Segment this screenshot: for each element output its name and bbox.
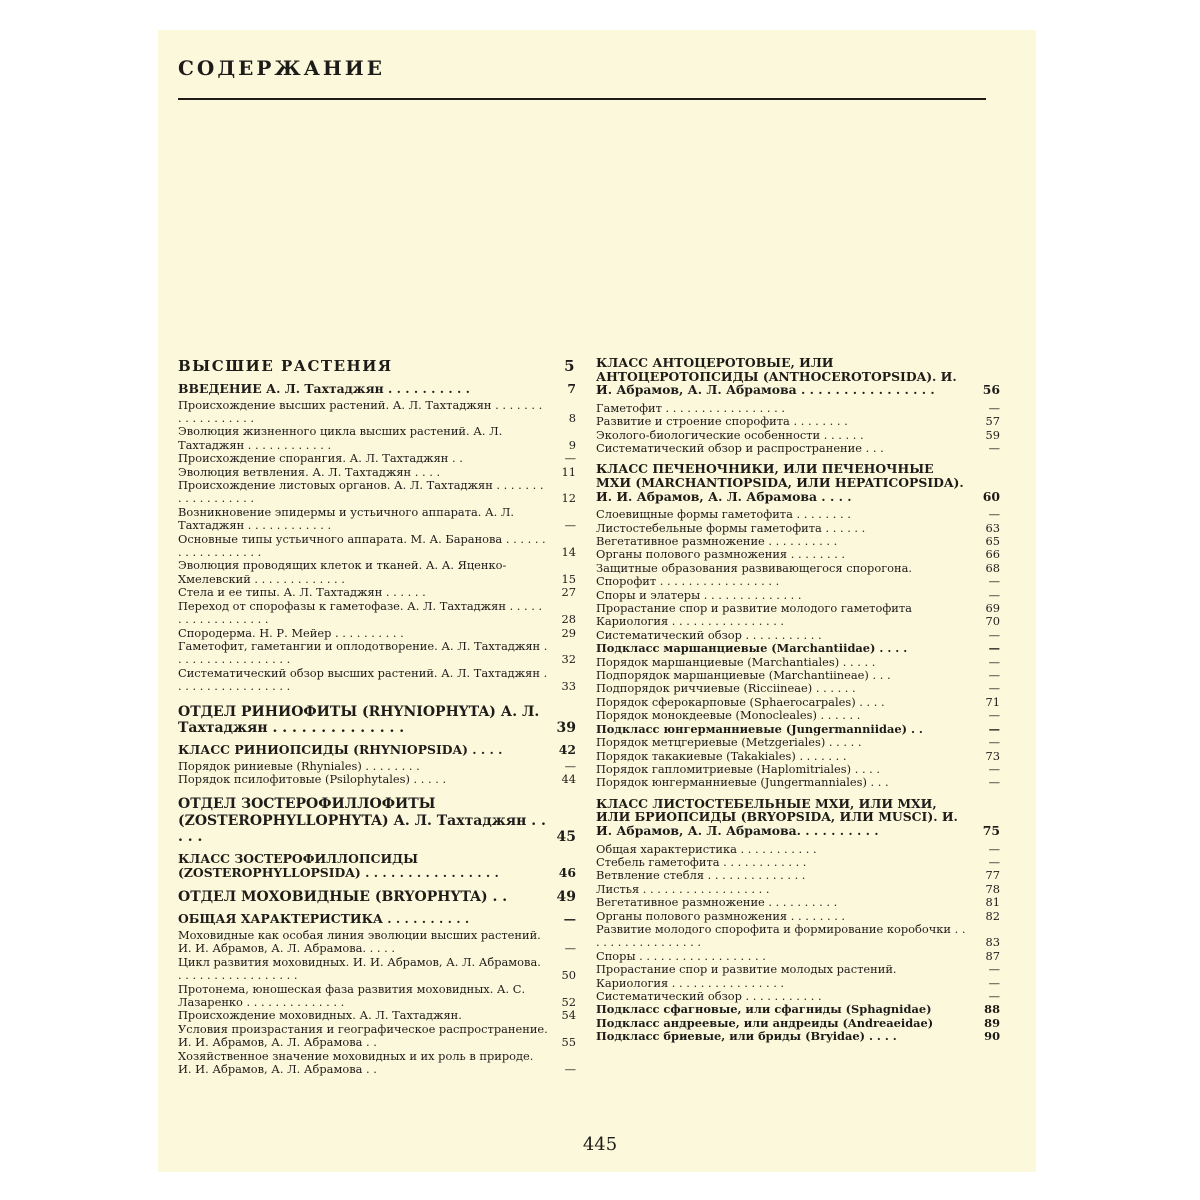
toc-entry-page: 66 xyxy=(985,547,1000,562)
toc-entry-title: Подкласс юнгерманниевые (Jungermanniidae) . . xyxy=(596,721,923,736)
toc-entry-page: 52 xyxy=(561,994,576,1009)
toc-entry xyxy=(596,615,1000,628)
toc-entry-title: Подпорядок риччиевые (Ricciineae) . . . . . . xyxy=(596,681,856,696)
toc-entry xyxy=(178,1009,576,1022)
toc-entry-title: Порядок риниевые (Rhyniales) . . . . . . . . xyxy=(178,758,420,773)
toc-entry xyxy=(596,950,1000,963)
toc-entry-page: 5 xyxy=(564,357,576,375)
toc-entry-page: — xyxy=(988,775,1000,790)
toc-entry-title: КЛАСС ЗОСТЕРОФИЛЛОПСИДЫ (ZOSTEROPHYLLOPSIDA) . . . . . . . . . . . . . . . . xyxy=(178,850,499,880)
toc-entry-page: — xyxy=(988,400,1000,415)
toc-entry-page: 46 xyxy=(558,864,576,880)
toc-entry xyxy=(596,462,1000,503)
toc-entry-page: 71 xyxy=(985,694,1000,709)
toc-entry-page: — xyxy=(988,735,1000,750)
toc-entry xyxy=(596,709,1000,722)
toc-entry xyxy=(178,399,576,426)
toc-entry-title: Условия произрастания и географическое распространение. И. И. Абрамов, А. Л. Абрамова . . xyxy=(178,1021,548,1050)
toc-entry xyxy=(596,750,1000,763)
toc-entry-page: — xyxy=(988,587,1000,602)
toc-entry-title: Подкласс андреевые, или андреиды (Andreaeidae) xyxy=(596,1015,934,1030)
toc-entry xyxy=(596,415,1000,428)
toc-entry xyxy=(178,586,576,599)
toc-entry-title: Моховидные как особая линия эволюции высших растений. И. И. Абрамов, А. Л. Абрамова. . . . . xyxy=(178,927,541,956)
toc-entry xyxy=(178,466,576,479)
toc-entry xyxy=(178,667,576,694)
toc-entry-title: Подкласс бриевые, или бриды (Bryidae) . . . . xyxy=(596,1029,897,1044)
toc-entry-page: — xyxy=(988,668,1000,683)
toc-entry xyxy=(596,429,1000,442)
toc-entry-title: Протонема, юношеская фаза развития моховидных. А. С. Лазаренко . . . . . . . . . . . . . . xyxy=(178,981,526,1009)
toc-entry-page: 45 xyxy=(556,828,576,845)
toc-entry xyxy=(596,843,1000,856)
toc-entry-page: — xyxy=(988,641,1000,656)
toc-entry-page: — xyxy=(988,854,1000,869)
toc-entry-page: 33 xyxy=(561,679,576,694)
toc-entry-page: 15 xyxy=(561,571,576,586)
toc-entry xyxy=(178,773,576,786)
toc-entry-title: Порядок псилофитовые (Psilophytales) . . . . . xyxy=(178,771,447,786)
toc-entry-title: Порядок такакиевые (Takakiales) . . . . . . . xyxy=(596,748,847,763)
toc-entry xyxy=(178,889,576,905)
title-rule xyxy=(178,98,986,100)
toc-entry-page: 70 xyxy=(985,614,1000,629)
toc-entry xyxy=(596,548,1000,561)
toc-entry-title: Общая характеристика . . . . . . . . . . . xyxy=(596,841,817,856)
toc-entry-title: Порядок юнгерманниевые (Jungermanniales) . . . xyxy=(596,775,889,790)
toc-entry-page: 78 xyxy=(985,881,1000,896)
toc-entry-page: — xyxy=(988,507,1000,522)
toc-entry xyxy=(178,704,576,736)
toc-entry-page: — xyxy=(988,988,1000,1003)
toc-entry xyxy=(596,990,1000,1003)
toc-entry-title: Цикл развития моховидных. И. И. Абрамов, А. Л. Абрамова. . . . . . . . . . . . . . . . . . xyxy=(178,954,541,983)
toc-entry-page: 83 xyxy=(985,935,1000,950)
toc-entry-page: 82 xyxy=(985,908,1000,923)
toc-entry-page: 68 xyxy=(985,560,1000,575)
toc-entry-title: Эколого-биологические особенности . . . . . . xyxy=(596,427,864,442)
toc-entry-page: 55 xyxy=(561,1035,576,1050)
toc-entry-page: 87 xyxy=(985,948,1000,963)
toc-entry-page: 50 xyxy=(561,968,576,983)
toc-entry-title: Стебель гаметофита . . . . . . . . . . . . xyxy=(596,854,807,869)
toc-entry-page: — xyxy=(563,911,576,927)
toc-entry-page: 60 xyxy=(982,488,1000,504)
toc-entry xyxy=(178,743,576,757)
toc-entry-title: Стела и ее типы. А. Л. Тахтаджян . . . . . . xyxy=(178,585,426,600)
toc-entry-page: — xyxy=(988,761,1000,776)
toc-entry-page: 77 xyxy=(985,868,1000,883)
toc-entry xyxy=(596,723,1000,736)
toc-entry-title: Порядок монокдеевые (Monocleales) . . . . . . xyxy=(596,708,861,723)
toc-entry-title: Происхождение листовых органов. А. Л. Тахтаджян . . . . . . . . . . . . . . . . . . xyxy=(178,478,544,506)
toc-entry-page: 44 xyxy=(561,771,576,786)
toc-entry xyxy=(178,929,576,956)
toc-entry-page: — xyxy=(988,962,1000,977)
toc-entry-page: 59 xyxy=(985,427,1000,442)
toc-right-column xyxy=(596,356,1000,1044)
toc-entry-title: Подкласс маршанциевые (Marchantiidae) . . . . xyxy=(596,641,908,656)
toc-entry-page: 12 xyxy=(561,491,576,506)
toc-entry-title: Прорастание спор и развитие молодых растений. xyxy=(596,962,897,977)
toc-entry-page: — xyxy=(988,975,1000,990)
toc-entry-page: — xyxy=(564,451,576,466)
page-title: СОДЕРЖАНИЕ xyxy=(178,56,385,80)
toc-entry-page: — xyxy=(564,941,576,956)
toc-entry xyxy=(596,923,1000,950)
toc-entry-title: Систематический обзор . . . . . . . . . . . xyxy=(596,988,822,1003)
toc-entry-title: Ветвление стебля . . . . . . . . . . . . . . xyxy=(596,868,806,883)
toc-entry-page: — xyxy=(988,841,1000,856)
toc-entry-title: Происхождение высших растений. А. Л. Тахтаджян . . . . . . . . . . . . . . . . . . xyxy=(178,397,543,425)
toc-entry xyxy=(596,856,1000,869)
toc-entry-page: — xyxy=(988,708,1000,723)
toc-entry-page: 69 xyxy=(985,601,1000,616)
toc-entry-page: 90 xyxy=(984,1029,1000,1044)
toc-entry xyxy=(596,910,1000,923)
toc-entry xyxy=(596,562,1000,575)
toc-entry-title: Кариология . . . . . . . . . . . . . . . . xyxy=(596,614,785,629)
toc-entry-title: Подкласс сфагновые, или сфагниды (Sphagnidae) xyxy=(596,1002,932,1017)
toc-entry xyxy=(178,600,576,627)
toc-entry-title: Происхождение моховидных. А. Л. Тахтаджян. xyxy=(178,1008,462,1023)
toc-entry-title: Гаметофит, гаметангии и оплодотворение. А. Л. Тахтаджян . . . . . . . . . . . . . . . . . xyxy=(178,638,548,667)
toc-entry xyxy=(596,402,1000,415)
toc-entry-page: 14 xyxy=(561,545,576,560)
toc-entry-page: 32 xyxy=(561,652,576,667)
toc-entry-title: Споры и элатеры . . . . . . . . . . . . . . xyxy=(596,587,802,602)
toc-entry xyxy=(596,1003,1000,1016)
toc-entry-title: Эволюция ветвления. А. Л. Тахтаджян . . . . xyxy=(178,464,441,479)
toc-entry-page: 75 xyxy=(982,822,1000,838)
toc-entry-page: 89 xyxy=(984,1015,1000,1030)
toc-entry-title: Листостебельные формы гаметофита . . . . . . xyxy=(596,520,866,535)
toc-entry xyxy=(596,977,1000,990)
toc-entry-title: Порядок сферокарповые (Sphaerocarpales) . . . . xyxy=(596,694,885,709)
toc-entry xyxy=(596,575,1000,588)
page-number: 445 xyxy=(582,1134,618,1155)
toc-entry-title: Основные типы устьичного аппарата. М. А. Баранова . . . . . . . . . . . . . . . . . . xyxy=(178,531,546,560)
toc-entry-title: Спородерма. Н. Р. Мейер . . . . . . . . . . xyxy=(178,625,404,640)
toc-entry xyxy=(596,522,1000,535)
toc-entry-page: — xyxy=(988,654,1000,669)
toc-entry-title: Кариология . . . . . . . . . . . . . . . . xyxy=(596,975,785,990)
toc-entry xyxy=(596,1017,1000,1030)
toc-entry-page: 88 xyxy=(984,1002,1000,1017)
toc-entry xyxy=(178,852,576,879)
toc-entry xyxy=(178,912,576,926)
toc-entry-page: — xyxy=(988,721,1000,736)
toc-entry xyxy=(596,589,1000,602)
toc-entry-page: 11 xyxy=(561,464,576,479)
toc-entry-title: Вегетативное размножение . . . . . . . . . . xyxy=(596,895,838,910)
toc-entry-title: Подпорядок маршанциевые (Marchantiineae) . . . xyxy=(596,668,891,683)
toc-entry xyxy=(596,776,1000,789)
toc-entry xyxy=(596,669,1000,682)
toc-entry-title: Систематический обзор высших растений. А. Л. Тахтаджян . . . . . . . . . . . . . . . . . xyxy=(178,665,548,694)
toc-entry xyxy=(178,358,576,375)
toc-entry-title: ВВЕДЕНИЕ А. Л. Тахтаджян . . . . . . . . . . xyxy=(178,381,470,396)
toc-entry xyxy=(596,1030,1000,1043)
toc-entry-title: Органы полового размножения . . . . . . . . xyxy=(596,908,846,923)
toc-entry xyxy=(178,382,576,396)
toc-entry-title: Эволюция проводящих клеток и тканей. А. А. Яценко-Хмелевский . . . . . . . . . . . . . xyxy=(178,558,507,586)
toc-entry-title: Возникновение эпидермы и устьичного аппарата. А. Л. Тахтаджян . . . . . . . . . . . . xyxy=(178,504,515,533)
toc-entry-title: Переход от спорофазы к гаметофазе. А. Л. Тахтаджян . . . . . . . . . . . . . . . . . . xyxy=(178,598,543,627)
toc-entry xyxy=(178,796,576,845)
toc-entry-title: Систематический обзор . . . . . . . . . . . xyxy=(596,627,822,642)
toc-entry-page: 54 xyxy=(561,1008,576,1023)
toc-entry xyxy=(178,425,576,452)
toc-entry-title: ОТДЕЛ ЗОСТЕРОФИЛЛОФИТЫ (ZOSTEROPHYLLOPHYTA) А. Л. Тахтаджян . . . . . xyxy=(178,796,546,845)
toc-entry xyxy=(596,896,1000,909)
toc-entry-page: — xyxy=(564,758,576,773)
toc-entry xyxy=(596,656,1000,669)
toc-entry-title: КЛАСС РИНИОПСИДЫ (RHYNIOPSIDA) . . . . xyxy=(178,741,503,757)
toc-entry-title: Развитие и строение спорофита . . . . . . . . xyxy=(596,414,848,429)
toc-entry-page: 56 xyxy=(982,382,1000,398)
toc-entry-title: Гаметофит . . . . . . . . . . . . . . . . . xyxy=(596,400,786,415)
toc-entry-title: КЛАСС ЛИСТОСТЕБЕЛЬНЫЕ МХИ, ИЛИ МХИ, ИЛИ БРИОПСИДЫ (BRYOPSIDA, ИЛИ MUSCI). И. И. Абрамов, А. Л. Абрамова. . . . . . . . . . xyxy=(596,795,958,838)
toc-entry-page: — xyxy=(564,518,576,533)
toc-entry xyxy=(178,1023,576,1050)
toc-entry xyxy=(596,602,1000,615)
toc-entry-title: Вегетативное размножение . . . . . . . . . . xyxy=(596,534,838,548)
toc-entry-page: 28 xyxy=(561,612,576,627)
toc-entry-title: Прорастание спор и развитие молодого гаметофита xyxy=(596,601,912,616)
toc-entry-title: КЛАСС ПЕЧЕНОЧНИКИ, ИЛИ ПЕЧЕНОЧНЫЕ МХИ (MARCHANTIOPSIDA, ИЛИ HEPATICOPSIDA). И. И. Абрамов, А. Л. Абрамова . . . . xyxy=(596,461,964,504)
toc-left-column xyxy=(178,356,576,1076)
toc-entry-page: 7 xyxy=(567,381,576,396)
toc-entry-title: Слоевищные формы гаметофита . . . . . . . . xyxy=(596,507,851,522)
toc-entry-page: — xyxy=(564,1062,576,1076)
toc-entry-page: 73 xyxy=(985,748,1000,763)
toc-entry-title: КЛАСС АНТОЦЕРОТОВЫЕ, ИЛИ АНТОЦЕРОТОПСИДЫ (ANTHOCEROTOPSIDA). И. И. Абрамов, А. Л. Абрамова . . . . . . . . . . . . . . . . xyxy=(596,355,957,398)
toc-entry-title: ВЫСШИЕ РАСТЕНИЯ xyxy=(178,357,393,375)
toc-entry xyxy=(178,533,576,560)
toc-entry-title: Защитные образования развивающегося спорогона. xyxy=(596,560,913,575)
toc-entry xyxy=(596,682,1000,695)
toc-entry-page: 27 xyxy=(561,585,576,600)
toc-entry-title: ОБЩАЯ ХАРАКТЕРИСТИКА . . . . . . . . . . xyxy=(178,911,470,927)
toc-entry-title: ОТДЕЛ МОХОВИДНЫЕ (BRYOPHYTA) . . xyxy=(178,889,508,906)
toc-entry-title: Эволюция жизненного цикла высших растений. А. Л. Тахтаджян . . . . . . . . . . . . xyxy=(178,424,503,452)
toc-entry xyxy=(178,760,576,773)
toc-entry xyxy=(178,1050,576,1077)
toc-entry-title: Порядок гапломитриевые (Haplomitriales) . . . . xyxy=(596,761,881,776)
toc-entry xyxy=(596,508,1000,521)
toc-entry xyxy=(596,963,1000,976)
toc-entry xyxy=(178,640,576,667)
toc-entry-title: Порядок маршанциевые (Marchantiales) . . . . . xyxy=(596,654,876,669)
toc-entry-page: 81 xyxy=(985,895,1000,910)
toc-entry-title: Органы полового размножения . . . . . . . . xyxy=(596,547,846,562)
toc-entry-page: — xyxy=(988,441,1000,455)
toc-entry-title: Хозяйственное значение моховидных и их роль в природе. И. И. Абрамов, А. Л. Абрамова . . xyxy=(178,1048,534,1076)
toc-entry-page: 63 xyxy=(985,520,1000,535)
toc-entry-title: Систематический обзор и распространение . . . xyxy=(596,441,884,455)
toc-entry-title: Спорофит . . . . . . . . . . . . . . . . . xyxy=(596,574,780,589)
toc-entry xyxy=(596,442,1000,455)
toc-entry xyxy=(596,883,1000,896)
toc-entry-page: — xyxy=(988,627,1000,642)
toc-entry-page: 29 xyxy=(561,625,576,640)
toc-entry xyxy=(596,535,1000,548)
toc-entry xyxy=(178,559,576,586)
toc-entry xyxy=(596,736,1000,749)
toc-entry-page: 57 xyxy=(985,414,1000,429)
toc-entry-page: 65 xyxy=(985,534,1000,548)
toc-entry xyxy=(596,869,1000,882)
toc-entry-page: 42 xyxy=(558,741,576,757)
toc-entry-page: 49 xyxy=(556,889,576,906)
toc-entry xyxy=(178,452,576,465)
toc-entry-title: ОТДЕЛ РИНИОФИТЫ (RHYNIOPHYTA) А. Л. Тахтаджян . . . . . . . . . . . . . . xyxy=(178,703,540,736)
toc-entry-title: Споры . . . . . . . . . . . . . . . . . . xyxy=(596,948,766,963)
toc-entry xyxy=(596,642,1000,655)
toc-entry-page: — xyxy=(988,574,1000,589)
toc-entry xyxy=(596,696,1000,709)
toc-entry xyxy=(596,629,1000,642)
toc-entry xyxy=(596,763,1000,776)
toc-entry xyxy=(596,356,1000,397)
toc-entry-title: Развитие молодого спорофита и формирование коробочки . . . . . . . . . . . . . . . . . xyxy=(596,921,966,950)
toc-entry xyxy=(596,797,1000,838)
toc-entry xyxy=(178,479,576,506)
toc-entry xyxy=(178,627,576,640)
toc-entry-title: Происхождение спорангия. А. Л. Тахтаджян . . xyxy=(178,451,463,466)
toc-entry-title: Порядок метцгериевые (Metzgeriales) . . . . . xyxy=(596,735,862,750)
toc-entry-page: 9 xyxy=(568,437,576,452)
toc-entry-page: — xyxy=(988,681,1000,696)
toc-entry-title: Листья . . . . . . . . . . . . . . . . . . xyxy=(596,881,770,896)
toc-entry xyxy=(178,506,576,533)
toc-entry-page: 8 xyxy=(568,411,576,425)
toc-entry xyxy=(178,983,576,1010)
toc-entry-page: 39 xyxy=(556,719,576,736)
toc-entry xyxy=(178,956,576,983)
